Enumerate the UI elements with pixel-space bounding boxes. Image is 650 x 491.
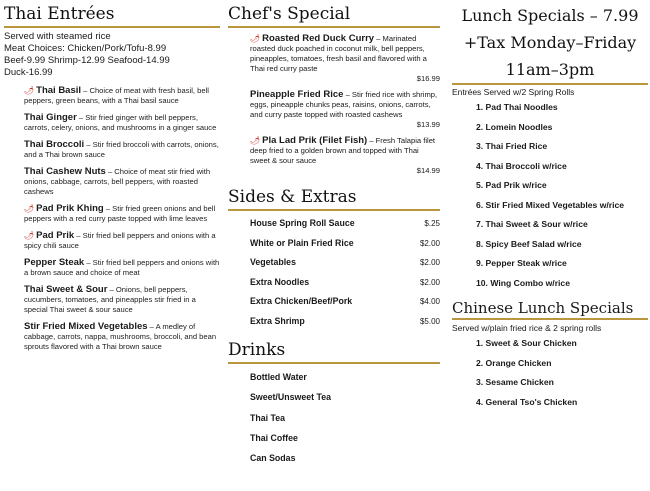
item-price: $5.00 [419, 316, 440, 326]
thai-entrees-title: Thai Entrées [4, 3, 220, 28]
chinese-lunch-item: 1. Sweet & Sour Chicken [476, 338, 577, 348]
note-line: Duck-16.99 [4, 67, 53, 78]
item-name: Thai Ginger [24, 112, 77, 123]
item-name: Extra Chicken/Beef/Pork [250, 296, 353, 306]
chinese-lunch-list [452, 334, 648, 412]
chefs-special-list [228, 34, 440, 176]
side-row [250, 312, 440, 332]
sides-title: Sides & Extras [228, 186, 440, 211]
special-body [250, 90, 440, 120]
side-row [250, 292, 440, 312]
drink-item: Bottled Water [250, 372, 307, 382]
item-description: – Choice of meat stir fried with onions, cabbage, carrots, bell peppers, with roasted cashews [24, 167, 211, 196]
item-description: – Stir fried bell peppers and onions with a brown sauce and choice of meat [24, 258, 220, 277]
item-description: – Stir fried broccoli with carrots, onions, and a Thai brown sauce [24, 140, 219, 159]
chinese-lunch-item: 2. Orange Chicken [476, 357, 552, 368]
menu-item [24, 86, 220, 106]
item-description: – Choice of meat with fresh basil, bell peppers, green beans, with a Thai basil sauce [24, 86, 209, 105]
item-price: $16.99 [416, 74, 440, 83]
item-name: Pla Lad Prik (Filet Fish) [262, 135, 368, 146]
menu-item [24, 285, 220, 315]
item-name: Thai Broccoli [24, 139, 85, 150]
side-row [250, 273, 440, 293]
lunch-specials-section [452, 0, 648, 412]
item-description: – Stir fried bell peppers and onions with a spicy chili sauce [24, 231, 216, 250]
drink-item: Sweet/Unsweet Tea [250, 392, 331, 403]
lunch-item: 10. Wing Combo w/rice [476, 277, 570, 288]
lunch-title-line: Lunch Specials – 7.99 [461, 6, 639, 25]
menu-item [24, 258, 220, 278]
lunch-title-line: +Tax Monday–Friday [463, 33, 637, 52]
side-row [250, 214, 440, 234]
thai-entrees-notes [4, 31, 220, 79]
chefs-special-section [228, 0, 440, 468]
lunch-item: 8. Spicy Beef Salad w/rice [476, 238, 582, 249]
item-name: Thai Cashew Nuts [24, 166, 106, 177]
item-price: $4.00 [419, 297, 440, 306]
item-name: White or Plain Fried Rice [250, 237, 354, 248]
lunch-item: 2. Lomein Noodles [476, 121, 553, 132]
item-description: – Fresh Talapia filet deep fried to a golden brown and topped with Thai sweet & sour sauce [250, 136, 436, 165]
item-price: $2.00 [419, 277, 440, 287]
item-price: $.25 [424, 219, 440, 228]
special-body [250, 34, 440, 74]
item-description: – Marinated roasted duck poached in coconut milk, bell peppers, pineapples, tomatoes, fresh basil and flavored with a Thai red curry paste [250, 34, 427, 73]
note-line: Served with steamed rice [4, 31, 111, 42]
lunch-item: 5. Pad Prik w/rice [476, 180, 547, 190]
item-name: Pineapple Fried Rice [250, 89, 344, 100]
menu-item [24, 204, 220, 224]
lunch-subtitle: Entrées Served w/2 Spring Rolls [452, 83, 648, 98]
lunch-item: 6. Stir Fried Mixed Vegetables w/rice [476, 199, 625, 210]
menu-item [24, 113, 220, 133]
lunch-title-line: 11am–3pm [505, 60, 595, 79]
chili-pepper-icon: 🌶 [24, 86, 35, 95]
menu-item [24, 167, 220, 197]
drink-item: Thai Coffee [250, 432, 298, 443]
item-description: – Stir fried rice with shrimp, eggs, pineapple chunks peas, raisins, onions, carrots, and curry paste topped with roasted cashews [250, 90, 438, 119]
item-name: Pad Prik [36, 230, 75, 241]
item-price: $13.99 [416, 120, 440, 129]
item-price: $2.00 [419, 238, 440, 248]
item-name: Extra Shrimp [250, 315, 305, 326]
chinese-lunch-title: Chinese Lunch Specials [452, 298, 648, 320]
drinks-title: Drinks [228, 339, 440, 364]
lunch-item: 7. Thai Sweet & Sour w/rice [476, 219, 588, 229]
chinese-lunch-item: 4. General Tso's Chicken [476, 396, 578, 407]
menu-item [24, 231, 220, 251]
sides-list [228, 214, 440, 331]
item-description: – Onions, bell peppers, cucumbers, tomatoes, and pineapples stir fried in a special Thai sweet & sour sauce [24, 285, 196, 314]
item-price: $2.00 [419, 258, 440, 267]
item-name: Pad Prik Khing [36, 203, 104, 214]
item-name: House Spring Roll Sauce [250, 218, 355, 228]
drinks-list [228, 367, 440, 468]
chili-pepper-icon: 🌶 [250, 34, 261, 43]
special-body [250, 136, 440, 166]
thai-entrees-section [4, 0, 220, 359]
menu-item [24, 140, 220, 160]
note-line: Beef-9.99 Shrimp-12.99 Seafood-14.99 [4, 55, 170, 66]
item-name: Roasted Red Duck Curry [262, 33, 375, 44]
item-name: Thai Sweet & Sour [24, 284, 108, 295]
chinese-lunch-item: 3. Sesame Chicken [476, 377, 554, 387]
item-name: Vegetables [250, 257, 296, 267]
item-description: – Stir fried green onions and bell peppers with a red curry paste topped with lime leaves [24, 204, 216, 223]
side-row [250, 234, 440, 254]
drink-item: Can Sodas [250, 453, 296, 464]
lunch-item: 3. Thai Fried Rice [476, 141, 548, 151]
side-row [250, 253, 440, 273]
chinese-lunch-subtitle: Served w/plain fried rice & 2 spring rolls [452, 323, 602, 333]
lunch-item: 9. Pepper Steak w/rice [476, 258, 567, 268]
lunch-item: 4. Thai Broccoli w/rice [476, 160, 567, 171]
item-name: Pepper Steak [24, 257, 85, 268]
chili-pepper-icon: 🌶 [24, 204, 35, 213]
chili-pepper-icon: 🌶 [24, 231, 35, 240]
chili-pepper-icon: 🌶 [250, 136, 261, 145]
item-description: – A medley of cabbage, carrots, nappa, mushrooms, broccoli, and bean sprouts flavored with a Thai brown sauce [24, 322, 217, 351]
item-description: – Stir fried ginger with bell peppers, carrots, celery, onions, and mushrooms in a ginger sauce [24, 113, 217, 132]
special-item [250, 136, 440, 176]
note-line: Meat Choices: Chicken/Pork/Tofu-8.99 [4, 43, 167, 54]
item-price: $14.99 [416, 166, 440, 175]
thai-entrees-list [4, 86, 220, 352]
special-item [250, 34, 440, 84]
special-item [250, 90, 440, 130]
lunch-specials-heading [452, 2, 648, 83]
lunch-item: 1. Pad Thai Noodles [476, 102, 558, 112]
menu-item [24, 322, 220, 352]
drink-item: Thai Tea [250, 412, 286, 423]
item-name: Extra Noodles [250, 276, 310, 287]
item-name: Thai Basil [36, 85, 82, 96]
chefs-special-title: Chef's Special [228, 3, 440, 28]
item-name: Stir Fried Mixed Vegetables [24, 321, 148, 332]
lunch-specials-list [452, 98, 648, 293]
